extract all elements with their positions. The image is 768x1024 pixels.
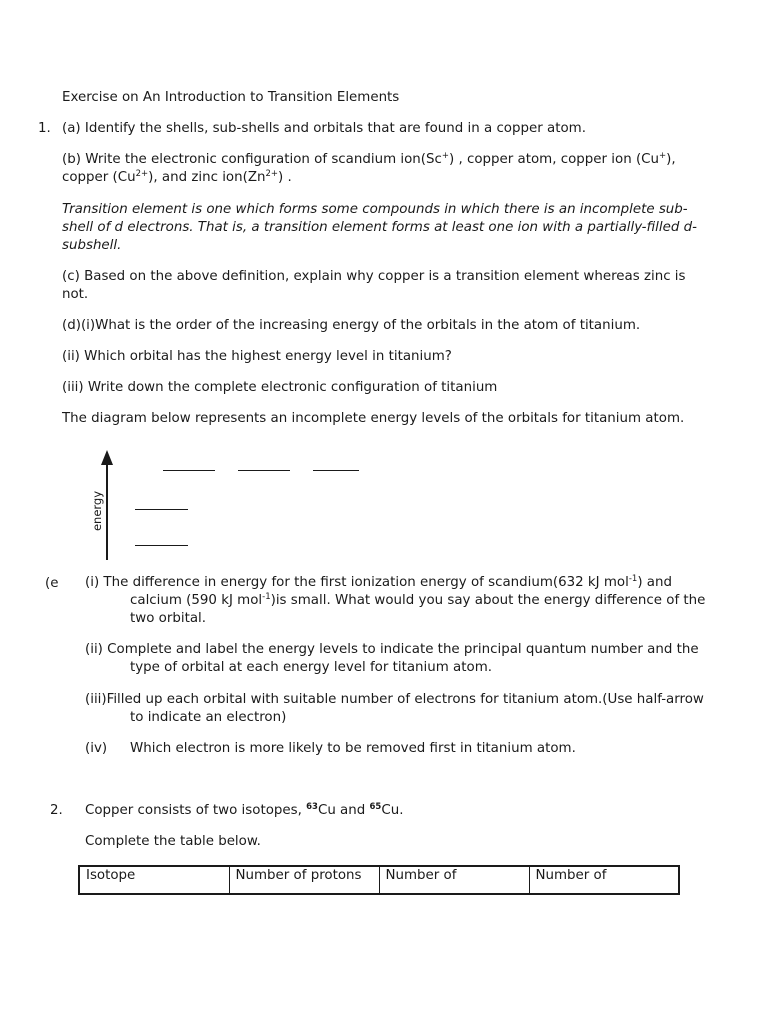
- table-header-cell: Number of: [529, 866, 679, 894]
- question-1c-line-1: (c) Based on the above definition, explain why copper is a transition element whereas zinc is: [62, 269, 686, 284]
- question-1d-i: (d)(i)What is the order of the increasing energy of the orbitals in the atom of titanium.: [62, 318, 641, 333]
- question-1d-iii: (iii) Write down the complete electronic configuration of titanium: [62, 380, 498, 395]
- table-header-cell: Number of protons: [229, 866, 379, 894]
- question-1e-iii-line-2: to indicate an electron): [130, 710, 287, 725]
- question-1e-label: (e: [45, 576, 59, 591]
- energy-level-line: [135, 545, 188, 546]
- definition-line-1: Transition element is one which forms some compounds in which there is an incomplete sub-: [62, 202, 688, 217]
- energy-axis: [106, 462, 108, 560]
- question-1e-iv-text: Which electron is more likely to be removed first in titanium atom.: [130, 741, 576, 756]
- diagram-intro: The diagram below represents an incomplete energy levels of the orbitals for titanium atom.: [62, 411, 685, 426]
- question-1c-line-2: not.: [62, 287, 89, 302]
- definition-line-3: subshell.: [62, 238, 122, 253]
- definition-line-2: shell of d electrons. That is, a transition element forms at least one ion with a partially-filled d-: [62, 220, 697, 235]
- question-1a: (a) Identify the shells, sub-shells and orbitals that are found in a copper atom.: [62, 121, 586, 136]
- question-2-instruction: Complete the table below.: [85, 834, 261, 849]
- question-1b-line-2: copper $(Cu^{2+})$, and zinc $ion(Zn^{2+})$ .: [62, 169, 292, 185]
- energy-level-line: [163, 470, 215, 471]
- question-1e-ii-line-1: (ii) Complete and label the energy levels to indicate the principal quantum number and the: [85, 642, 699, 657]
- energy-level-line: [135, 509, 188, 510]
- question-1-number: 1.: [38, 121, 51, 136]
- energy-level-line: [238, 470, 290, 471]
- question-1e-iv-label: (iv): [85, 741, 108, 756]
- question-1e-ii-line-2: type of orbital at each energy level for titanium atom.: [130, 660, 492, 675]
- isotope-table: [78, 865, 680, 895]
- question-1d-ii: (ii) Which orbital has the highest energy level in titanium?: [62, 349, 452, 364]
- question-1e-i-line-3: two orbital.: [130, 611, 207, 626]
- energy-axis-label: energy: [90, 490, 104, 532]
- question-1b-line-1: (b) Write the electronic configuration of scandium ion(Sc+) , copper atom, copper ion (Cu+),: [62, 151, 676, 167]
- energy-level-line: [313, 470, 359, 471]
- question-1e-i-line-2: calcium (590 kJ mol$^{-1}$)is small. What would you say about the energy difference of the: [130, 592, 706, 608]
- table-header-cell: Number of: [379, 866, 529, 894]
- question-1e-i-line-1: (i) The difference in energy for the first ionization energy of scandium(632 kJ mol$^{-1}$) and: [85, 574, 673, 590]
- table-header-row: [79, 866, 679, 894]
- table-header-cell: Isotope: [79, 866, 229, 894]
- question-2-number: 2.: [50, 803, 63, 818]
- question-1e-iii-line-1: (iii)Filled up each orbital with suitable number of electrons for titanium atom.(Use half-arrow: [85, 692, 704, 707]
- page-title: Exercise on An Introduction to Transition Elements: [62, 90, 400, 105]
- question-2-text: Copper consists of two isotopes, $^{63}$Cu and $^{65}$Cu.: [85, 802, 404, 818]
